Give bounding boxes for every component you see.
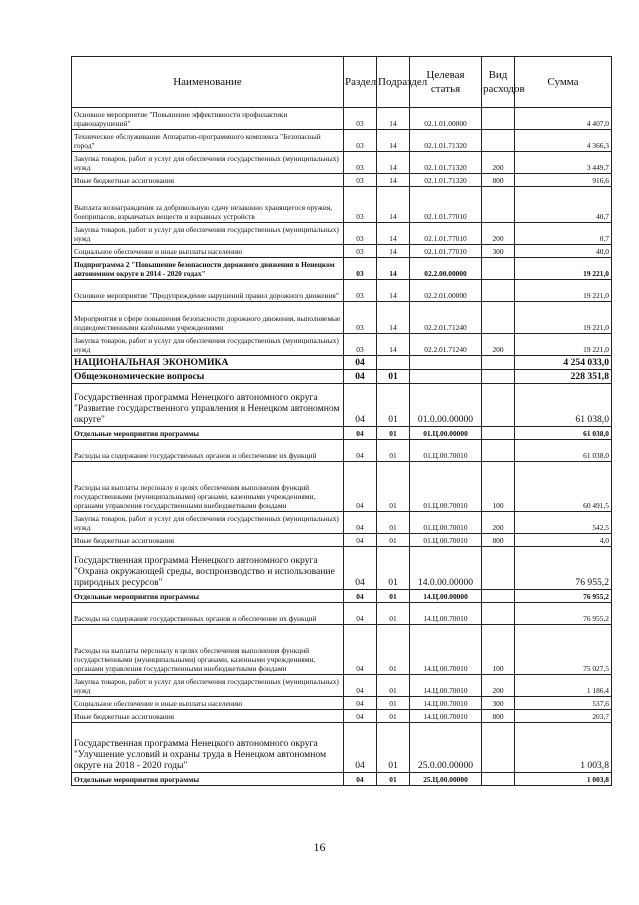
page-number: 16 <box>313 840 326 854</box>
cell-podrazdel: 01 <box>377 384 410 427</box>
cell-target: 02.1.01.77010 <box>410 223 482 245</box>
cell-target: 02.2.01.00000 <box>410 280 482 302</box>
cell-target: 02.1.01.71320 <box>410 152 482 174</box>
cell-podrazdel <box>377 356 410 370</box>
cell-target: 14.Ц.00.00000 <box>410 590 482 603</box>
cell-target: 01.Ц.00.70010 <box>410 512 482 534</box>
cell-sum: 916,6 <box>515 174 612 187</box>
cell-sum: 542,5 <box>515 512 612 534</box>
cell-sum: 75 027,5 <box>515 625 612 675</box>
cell-razdel: 03 <box>344 152 377 174</box>
cell-name: Государственная программа Ненецкого автономного округа "Улучшение условий и охраны труда в Ненецком автономном округе на 2018 - 2020 годы" <box>72 723 344 773</box>
cell-name: Общеэкономические вопросы <box>72 370 344 384</box>
cell-name: Расходы на содержание государственных органов и обеспечение их функций <box>72 440 344 462</box>
cell-sum: 4 254 033,0 <box>515 356 612 370</box>
cell-vid: 200 <box>482 223 515 245</box>
cell-vid: 800 <box>482 174 515 187</box>
cell-podrazdel: 01 <box>377 427 410 440</box>
cell-razdel: 04 <box>344 462 377 512</box>
cell-name: Отдельные мероприятия программы <box>72 427 344 440</box>
cell-podrazdel: 14 <box>377 108 410 130</box>
cell-name: Расходы на содержание государственных органов и обеспечение их функций <box>72 603 344 625</box>
table-row <box>72 334 612 356</box>
cell-target: 02.1.01.00000 <box>410 108 482 130</box>
cell-target: 25.Ц.00.00000 <box>410 773 482 786</box>
cell-sum: 40,7 <box>515 187 612 223</box>
table-row <box>72 440 612 462</box>
cell-sum: 60 491,5 <box>515 462 612 512</box>
cell-vid: 800 <box>482 710 515 723</box>
cell-razdel: 04 <box>344 675 377 697</box>
cell-vid <box>482 547 515 590</box>
cell-podrazdel: 01 <box>377 773 410 786</box>
cell-podrazdel: 01 <box>377 370 410 384</box>
cell-vid <box>482 130 515 152</box>
cell-sum: 19 221,0 <box>515 258 612 280</box>
table-row <box>72 697 612 710</box>
cell-target: 01.Ц.00.70010 <box>410 440 482 462</box>
cell-vid <box>482 723 515 773</box>
cell-sum: 19 221,0 <box>515 302 612 334</box>
cell-podrazdel: 14 <box>377 187 410 223</box>
cell-razdel: 04 <box>344 625 377 675</box>
cell-razdel: 03 <box>344 130 377 152</box>
cell-vid: 300 <box>482 697 515 710</box>
cell-target: 02.2.01.71240 <box>410 302 482 334</box>
header-name: Наименование <box>72 57 344 108</box>
table-row <box>72 590 612 603</box>
table-row <box>72 187 612 223</box>
cell-name: Закупка товаров, работ и услуг для обеспечения государственных (муниципальных) нужд <box>72 223 344 245</box>
table-row <box>72 174 612 187</box>
header-target: Целевая статья <box>410 57 482 108</box>
cell-razdel: 03 <box>344 334 377 356</box>
cell-razdel: 04 <box>344 356 377 370</box>
cell-podrazdel: 01 <box>377 723 410 773</box>
cell-vid: 800 <box>482 534 515 547</box>
cell-target: 01.Ц.00.70010 <box>410 534 482 547</box>
cell-target: 14.0.00.00000 <box>410 547 482 590</box>
cell-razdel: 03 <box>344 245 377 258</box>
cell-sum: 61 038,0 <box>515 384 612 427</box>
cell-podrazdel: 01 <box>377 547 410 590</box>
cell-podrazdel: 01 <box>377 675 410 697</box>
cell-name: Иные бюджетные ассигнования <box>72 174 344 187</box>
cell-razdel: 04 <box>344 603 377 625</box>
cell-podrazdel: 14 <box>377 174 410 187</box>
cell-razdel: 03 <box>344 302 377 334</box>
cell-target: 02.1.01.77010 <box>410 245 482 258</box>
cell-podrazdel: 01 <box>377 534 410 547</box>
cell-podrazdel: 01 <box>377 590 410 603</box>
cell-sum: 19 221,0 <box>515 334 612 356</box>
cell-razdel: 03 <box>344 223 377 245</box>
cell-name: Закупка товаров, работ и услуг для обеспечения государственных (муниципальных) нужд <box>72 675 344 697</box>
cell-razdel: 04 <box>344 440 377 462</box>
cell-sum: 4 407,0 <box>515 108 612 130</box>
cell-razdel: 04 <box>344 427 377 440</box>
cell-target: 02.2.00.00000 <box>410 258 482 280</box>
cell-razdel: 03 <box>344 280 377 302</box>
cell-podrazdel: 14 <box>377 334 410 356</box>
cell-vid <box>482 603 515 625</box>
cell-razdel: 04 <box>344 547 377 590</box>
cell-vid <box>482 258 515 280</box>
cell-vid: 200 <box>482 152 515 174</box>
table-row <box>72 773 612 786</box>
cell-vid <box>482 370 515 384</box>
cell-sum: 40,0 <box>515 245 612 258</box>
cell-podrazdel: 01 <box>377 625 410 675</box>
cell-podrazdel: 01 <box>377 512 410 534</box>
cell-name: Иные бюджетные ассигнования <box>72 534 344 547</box>
cell-target: 02.1.01.71320 <box>410 174 482 187</box>
cell-target <box>410 370 482 384</box>
cell-name: Подпрограмма 2 "Повышение безопасности дорожного движения в Ненецком автономном округе в 2014 - 2020 годах" <box>72 258 344 280</box>
cell-sum: 76 955,2 <box>515 603 612 625</box>
table-row <box>72 108 612 130</box>
cell-sum: 3 449,7 <box>515 152 612 174</box>
cell-sum: 0,7 <box>515 223 612 245</box>
table-row <box>72 547 612 590</box>
cell-vid: 100 <box>482 625 515 675</box>
cell-name: Государственная программа Ненецкого автономного округа "Охрана окружающей среды, воспроизводство и использование природных ресурсов" <box>72 547 344 590</box>
cell-razdel: 03 <box>344 108 377 130</box>
cell-sum: 1 003,8 <box>515 773 612 786</box>
cell-target: 01.Ц.00.70010 <box>410 462 482 512</box>
header-vid: Вид расходов <box>482 57 515 108</box>
cell-vid: 200 <box>482 334 515 356</box>
cell-target: 14.Ц.00.70010 <box>410 625 482 675</box>
cell-sum: 1 003,8 <box>515 723 612 773</box>
table-row <box>72 356 612 370</box>
cell-razdel: 04 <box>344 512 377 534</box>
cell-razdel: 04 <box>344 370 377 384</box>
cell-vid <box>482 440 515 462</box>
cell-razdel: 03 <box>344 187 377 223</box>
header-podrazdel: Подраздел <box>377 57 410 108</box>
cell-name: Мероприятия в сфере повышения безопасности дорожного движения, выполняемые подведомственными казёнными учреждениями <box>72 302 344 334</box>
cell-name: Выплата вознаграждения за добровольную сдачу незаконно хранящегося оружия, боеприпасов, взрывчатых веществ и взрывных устройств <box>72 187 344 223</box>
header-sum: Сумма <box>515 57 612 108</box>
cell-razdel: 03 <box>344 174 377 187</box>
cell-razdel: 04 <box>344 710 377 723</box>
cell-target: 01.Ц.00.00000 <box>410 427 482 440</box>
cell-target: 02.1.01.71320 <box>410 130 482 152</box>
cell-vid <box>482 187 515 223</box>
cell-target: 14.Ц.00.70010 <box>410 675 482 697</box>
cell-vid: 100 <box>482 462 515 512</box>
table-row <box>72 625 612 675</box>
cell-podrazdel: 01 <box>377 603 410 625</box>
budget-table-container <box>71 56 611 786</box>
table-row <box>72 280 612 302</box>
cell-name: Социальное обеспечение и иные выплаты населению <box>72 245 344 258</box>
cell-vid <box>482 773 515 786</box>
cell-vid <box>482 280 515 302</box>
cell-name: Техническое обслуживание Аппаратно-программного комплекса "Безопасный город" <box>72 130 344 152</box>
cell-target: 02.2.01.71240 <box>410 334 482 356</box>
cell-name: Закупка товаров, работ и услуг для обеспечения государственных (муниципальных) нужд <box>72 334 344 356</box>
cell-sum: 76 955,2 <box>515 590 612 603</box>
cell-podrazdel: 14 <box>377 280 410 302</box>
cell-podrazdel: 14 <box>377 152 410 174</box>
budget-table <box>71 56 612 786</box>
cell-razdel: 04 <box>344 534 377 547</box>
cell-name: Расходы на выплаты персоналу в целях обеспечения выполнения функций государственными (муниципальными) органами, казенными учреждениями, органами управления государственными внебюджетными фондами <box>72 462 344 512</box>
table-row <box>72 370 612 384</box>
cell-podrazdel: 01 <box>377 697 410 710</box>
cell-target <box>410 356 482 370</box>
cell-podrazdel: 14 <box>377 130 410 152</box>
table-row <box>72 603 612 625</box>
cell-target: 14.Ц.00.70010 <box>410 697 482 710</box>
table-row <box>72 675 612 697</box>
table-row <box>72 427 612 440</box>
table-header-row <box>72 57 612 108</box>
table-row <box>72 462 612 512</box>
cell-sum: 203,7 <box>515 710 612 723</box>
cell-razdel: 03 <box>344 258 377 280</box>
cell-sum: 76 955,2 <box>515 547 612 590</box>
cell-razdel: 04 <box>344 697 377 710</box>
cell-sum: 19 221,0 <box>515 280 612 302</box>
cell-vid <box>482 384 515 427</box>
cell-podrazdel: 14 <box>377 245 410 258</box>
table-row <box>72 152 612 174</box>
cell-name: НАЦИОНАЛЬНАЯ ЭКОНОМИКА <box>72 356 344 370</box>
table-row <box>72 302 612 334</box>
header-razdel: Раздел <box>344 57 377 108</box>
table-row <box>72 384 612 427</box>
cell-name: Отдельные мероприятия программы <box>72 773 344 786</box>
cell-name: Расходы на выплаты персоналу в целях обеспечения выполнения функций государственными (муниципальными) органами, казенными учреждениями, органами управления государственными внебюджетными фондами <box>72 625 344 675</box>
cell-name: Закупка товаров, работ и услуг для обеспечения государственных (муниципальных) нужд <box>72 512 344 534</box>
cell-podrazdel: 01 <box>377 440 410 462</box>
cell-vid <box>482 356 515 370</box>
cell-sum: 4,0 <box>515 534 612 547</box>
cell-vid: 200 <box>482 675 515 697</box>
cell-target: 02.1.01.77010 <box>410 187 482 223</box>
cell-name: Закупка товаров, работ и услуг для обеспечения государственных (муниципальных) нужд <box>72 152 344 174</box>
cell-sum: 61 038,0 <box>515 427 612 440</box>
cell-name: Государственная программа Ненецкого автономного округа "Развитие государственного управления в Ненецком автономном округе" <box>72 384 344 427</box>
cell-vid <box>482 427 515 440</box>
cell-sum: 61 038,0 <box>515 440 612 462</box>
table-row <box>72 723 612 773</box>
cell-sum: 228 351,8 <box>515 370 612 384</box>
cell-podrazdel: 14 <box>377 223 410 245</box>
cell-razdel: 04 <box>344 773 377 786</box>
cell-target: 14.Ц.00.70010 <box>410 710 482 723</box>
table-row <box>72 710 612 723</box>
cell-name: Основное мероприятие "Повышение эффективности профилактики правонарушений" <box>72 108 344 130</box>
table-row <box>72 258 612 280</box>
cell-sum: 4 366,3 <box>515 130 612 152</box>
table-row <box>72 512 612 534</box>
cell-podrazdel: 14 <box>377 258 410 280</box>
table-row <box>72 130 612 152</box>
table-row <box>72 534 612 547</box>
cell-razdel: 04 <box>344 723 377 773</box>
cell-target: 14.Ц.00.70010 <box>410 603 482 625</box>
cell-vid <box>482 302 515 334</box>
cell-vid: 200 <box>482 512 515 534</box>
cell-name: Социальное обеспечение и иные выплаты населению <box>72 697 344 710</box>
cell-vid: 300 <box>482 245 515 258</box>
cell-target: 25.0.00.00000 <box>410 723 482 773</box>
cell-sum: 537,6 <box>515 697 612 710</box>
cell-podrazdel: 01 <box>377 462 410 512</box>
table-row <box>72 223 612 245</box>
cell-target: 01.0.00.00000 <box>410 384 482 427</box>
cell-razdel: 04 <box>344 590 377 603</box>
cell-vid <box>482 108 515 130</box>
cell-razdel: 04 <box>344 384 377 427</box>
cell-name: Отдельные мероприятия программы <box>72 590 344 603</box>
cell-name: Основное мероприятие "Предупреждение нарушений правил дорожного движения" <box>72 280 344 302</box>
cell-sum: 1 186,4 <box>515 675 612 697</box>
table-row <box>72 245 612 258</box>
cell-podrazdel: 14 <box>377 302 410 334</box>
cell-podrazdel: 01 <box>377 710 410 723</box>
table-body <box>72 108 612 786</box>
cell-vid <box>482 590 515 603</box>
cell-name: Иные бюджетные ассигнования <box>72 710 344 723</box>
